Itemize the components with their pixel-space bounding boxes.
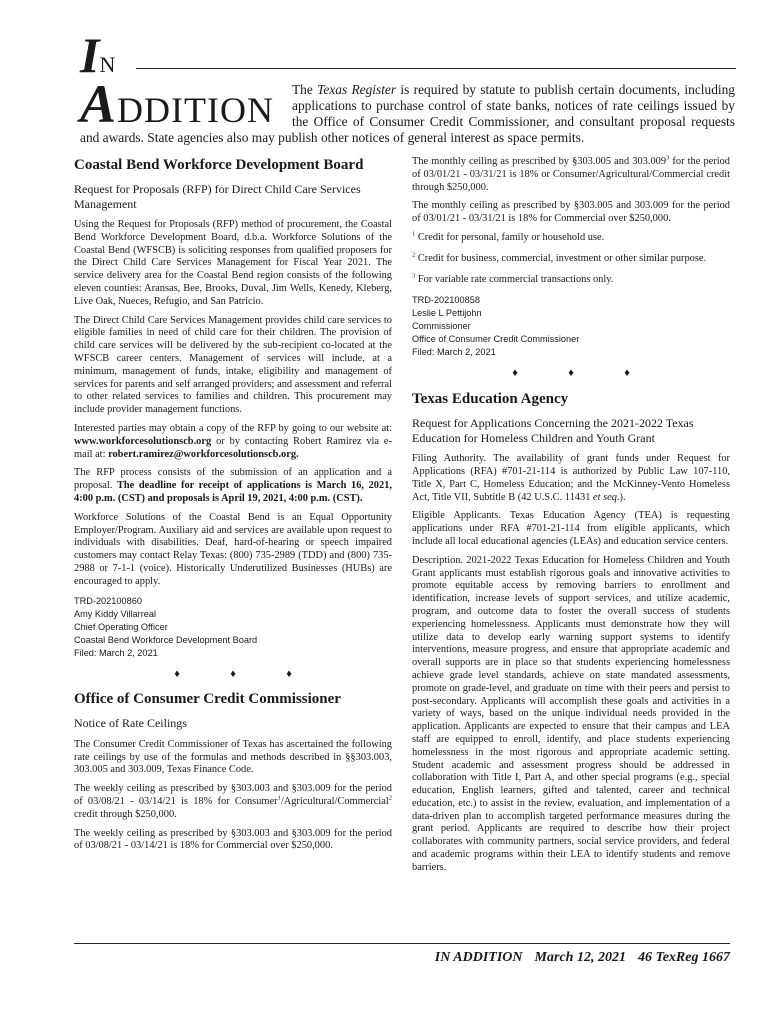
intro-paragraph: ADDITION The Texas Register is required by statute to publish certain documents, including applications to purchase control of state banks, notices of rate ceilings issued by the Office of Consumer Credit Commissioner, and consultant proposal requests and awards. State agencies also may publish other notices of general interest as space permits. xyxy=(80,74,735,145)
diamond-icon: ♦ xyxy=(624,367,630,380)
agency-heading-occc: Office of Consumer Credit Commissioner xyxy=(74,691,341,708)
filed-date: Filed: March 2, 2021 xyxy=(412,347,496,358)
page-footer xyxy=(423,950,730,966)
diamond-icon: ♦ xyxy=(174,667,180,680)
paragraph: The monthly ceiling as prescribed by §303.005 and 303.009 for the period of 03/01/21 - 03/31/21 is 18% for Commercial over $250,000. xyxy=(412,200,730,225)
signer-name: Leslie L Pettijohn xyxy=(412,308,482,319)
paragraph: Eligible Applicants. Texas Education Agency (TEA) is requesting applications under RFA #701-21-114 from eligible applicants, which include all local educational agencies (LEAs) and education service centers. xyxy=(412,510,730,547)
signer-title: Chief Operating Officer xyxy=(74,621,168,632)
in-heading: IN xyxy=(80,27,116,83)
notice-subheading: Request for Proposals (RFP) for Direct Child Care Services Management xyxy=(74,182,361,211)
paragraph: The monthly ceiling as prescribed by §303.005 and 303.009$^3$ for the period of 03/01/21 - 03/31/21 is 18% or Consumer/Agricultural/Commercial credit through $250,000. xyxy=(412,154,730,193)
diamond-icon: ♦ xyxy=(286,667,292,680)
email-link[interactable]: robert.ramirez@workforcesolutionscb.org. xyxy=(108,448,299,460)
deadline-paragraph: The RFP process consists of the submission of an application and a proposal. The deadline for receipt of applications is March 16, 2021, 4:00 p.m. (CST) and proposals is April 19, 2021, 4:00 p.m. (CST). xyxy=(74,467,392,504)
signer-title: Commissioner xyxy=(412,321,471,332)
masthead xyxy=(76,27,736,148)
diamond-icon: ♦ xyxy=(568,367,574,380)
trd-number: TRD-202100858 xyxy=(412,295,480,306)
notice-subheading: Notice of Rate Ceilings xyxy=(74,716,187,731)
signer-name: Amy Kiddy Villarreal xyxy=(74,608,157,619)
footnote: $^1$ Credit for personal, family or household use. xyxy=(412,230,605,243)
footnote: $^2$ Credit for business, commercial, investment or other similar purpose. xyxy=(412,251,707,264)
paragraph: The weekly ceiling as prescribed by §303.003 and §303.009 for the period of 03/08/21 - 03/14/21 is 18% for Commercial over $250,000. xyxy=(74,827,392,852)
signature-block xyxy=(74,595,392,660)
paragraph: The Direct Child Care Services Management provides child care services to eligible families in need of child care for their children. The provision of child care services will be delivered by the sub-recipient co-located at the WFSCB career centers. Management of services will include, at a minimum, management of funds, intake, eligibility and management of services for parents and self arranged providers; and assessment and referral to other related services to families and children. This procurement may include provider management functions. xyxy=(74,314,392,416)
contact-paragraph: Interested parties may obtain a copy of the RFP by going to our website at: www.workforcesolutionscb.org or by contacting Robert Ramirez via e-mail at: robert.ramirez@workforcesolutionscb.org. xyxy=(74,422,392,460)
paragraph: Filing Authority. The availability of grant funds under Request for Applications (RFA) #701-21-114 is authorized by Public Law 107-110, Title X, Part C, Homeless Education; and the McKinney-Vento Homeless Act, Title VII, Subtitle B (42 U.S.C. 11431 et seq.). xyxy=(412,453,730,503)
footer-page: 46 TexReg 1667 xyxy=(637,950,730,965)
website-link[interactable]: www.workforcesolutionscb.org xyxy=(74,435,212,447)
paragraph: The weekly ceiling as prescribed by §303.003 and §303.009 for the period of 03/08/21 - 03/14/21 is 18% for Consumer$^1$/Agricultural/Commercial$^2$ credit through $250,000. xyxy=(74,783,392,820)
notice-subheading: Request for Applications Concerning the 2021-2022 Texas Education for Homeless Children and Youth Grant xyxy=(412,416,694,445)
masthead-rule xyxy=(136,68,736,69)
filed-date: Filed: March 2, 2021 xyxy=(74,647,158,658)
signer-org: Office of Consumer Credit Commissioner xyxy=(412,334,580,345)
diamond-icon: ♦ xyxy=(512,367,518,380)
diamond-icon: ♦ xyxy=(230,667,236,680)
paragraph: Workforce Solutions of the Coastal Bend is an Equal Opportunity Employer/Program. Auxiliary aid and services are available upon request to individuals with disabilities. Deaf, hard-of-hearing or speech impaired customers may contact Relay Texas: (800) 735-2989 (TDD) and (800) 735-2988 or 7-1-1 (voice). Historically Underutilized Businesses (HUBs) are encouraged to apply. xyxy=(74,511,392,587)
footnote: $^3$ For variable rate commercial transactions only. xyxy=(412,272,614,285)
right-column xyxy=(412,156,730,881)
section-separator xyxy=(412,367,730,380)
footer-date: March 12, 2021 xyxy=(534,950,626,965)
agency-heading-tea: Texas Education Agency xyxy=(412,391,569,408)
paragraph: Using the Request for Proposals (RFP) method of procurement, the Coastal Bend Workforce Development Board, d.b.a. Workforce Solutions of the Coastal Bend (WFSCB) is soliciting responses from qualified proposers for the Direct Child Care Services Management for Fiscal Year 2021. The service delivery area for the Coastal Bend region consists of the following eleven counties: Aransas, Bee, Brooks, Duval, Jim Wells, Kenedy, Kleberg, Live Oak, Nueces, Refugio, and San Patricio. xyxy=(74,219,392,307)
agency-heading-coastal-bend: Coastal Bend Workforce Development Board xyxy=(74,157,364,173)
paragraph: The Consumer Credit Commissioner of Texas has ascertained the following rate ceilings by use of the formulas and methods described in §§303.003, 303.005 and 303.009, Texas Finance Code. xyxy=(74,738,392,776)
signer-org: Coastal Bend Workforce Development Board xyxy=(74,634,258,645)
signature-block xyxy=(412,294,730,359)
footer-rule xyxy=(74,943,730,944)
addition-heading: ADDITION xyxy=(80,74,274,134)
section-separator xyxy=(74,668,392,681)
trd-number: TRD-202100860 xyxy=(74,595,142,606)
paragraph: Description. 2021-2022 Texas Education for Homeless Children and Youth Grant applicants must establish rigorous goals and innovative activities to promote equitable access by removing barriers to enrollment and identification, increase levels of support services, and utilize academic, program, and outcome data to foster the overall success of students experiencing homelessness. Applicants must demonstrate how they will utilize data to develop early warning support systems to identify interventions, measure progress, and ensure that appropriate academic and overall supports are in place so that students experiencing homelessness achieve grade level standards, achieve on state mandated assessments, promote on grade-level, and graduate on time with their peers and persist to post-secondary. Applicants will accomplish these goals and activities in a variety of ways, based on the unique individual needs provided in the application. Applicants are expected to ensure that their campus and LEA staff are equipped to enroll, identify, and place students experiencing homelessness in the most rigorous and appropriate academic setting. Student academic and assessment progress should be addressed in collaboration with Title I, Part A, and other special programs (e.g., special education, English learners, gifted and talented, career and technical education, etc.) to assist in the review, evaluation, and implementation of a data-driven plan to accomplish targeted performance measures during the grant period. Applicants are required to describe how their project collaborates with community partners, social service providers, and federal and academic programs within their LEA to identify students and remove barriers. xyxy=(412,554,730,873)
footer-section: IN ADDITION xyxy=(434,950,523,965)
left-column xyxy=(74,156,392,859)
